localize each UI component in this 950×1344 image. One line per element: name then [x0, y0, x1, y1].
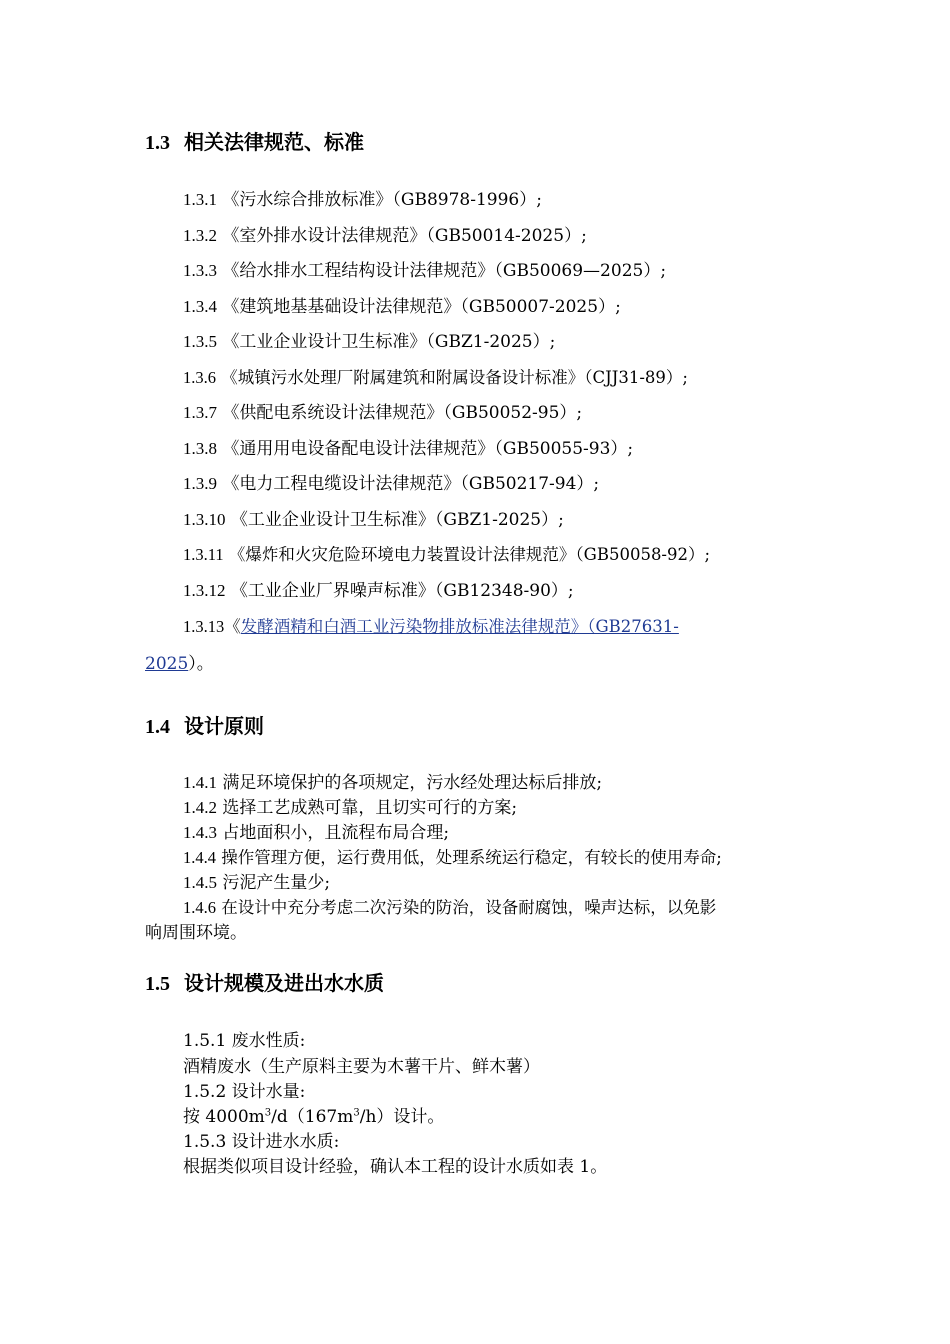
standard-item: 1.3.1 《污水综合排放标准》（GB8978-1996）;: [183, 190, 542, 210]
wastewater-nature-value: 酒精废水（生产原料主要为木薯干片、鲜木薯）: [183, 1057, 540, 1077]
section-number: 1.3: [145, 132, 170, 154]
section-heading-1-5: [145, 967, 384, 996]
standard-item: 1.3.9 《电力工程电缆设计法律规范》（GB50217-94）;: [183, 474, 600, 494]
standard-link-continuation[interactable]: 2025: [145, 654, 189, 674]
section-title: 相关法律规范、标准: [184, 130, 364, 154]
principle-item: 1.4.6 在设计中充分考虑二次污染的防治，设备耐腐蚀，噪声达标，以免影: [183, 898, 717, 917]
principle-item-continuation: 响周围环境。: [145, 923, 247, 943]
section-title: 设计原则: [184, 714, 264, 738]
standard-item: 1.3.11 《爆炸和火灾危险环境电力装置设计法律规范》（GB50058-92）;: [183, 545, 711, 564]
design-flow-label: 1.5.2 设计水量:: [183, 1082, 306, 1102]
principle-item: 1.4.3 占地面积小，且流程布局合理;: [183, 823, 450, 843]
section-heading-1-3: [145, 126, 364, 155]
section-number: 1.4: [145, 716, 170, 738]
standard-item: 1.3.3 《给水排水工程结构设计法律规范》（GB50069—2025）;: [183, 261, 667, 281]
section-title: 设计规模及进出水水质: [184, 971, 384, 995]
standard-item: 1.3.10 《工业企业设计卫生标准》（GBZ1-2025）;: [183, 510, 564, 530]
standard-item-continuation: 2025）。: [145, 654, 214, 674]
section-heading-1-4: [145, 710, 264, 739]
standard-item: 1.3.4 《建筑地基基础设计法律规范》（GB50007-2025）;: [183, 297, 621, 317]
standard-link[interactable]: 发酵酒精和白酒工业污染物排放标准法律规范》（GB27631-: [240, 617, 679, 636]
standard-item-linked: 1.3.13《发酵酒精和白酒工业污染物排放标准法律规范》（GB27631-: [183, 617, 679, 636]
standard-item: 1.3.5 《工业企业设计卫生标准》（GBZ1-2025）;: [183, 332, 556, 352]
principle-item: 1.4.5 污泥产生量少;: [183, 873, 331, 893]
standard-item: 1.3.7 《供配电系统设计法律规范》（GB50052-95）;: [183, 403, 583, 423]
section-number: 1.5: [145, 973, 170, 995]
standard-item: 1.3.6 《城镇污水处理厂附属建筑和附属设备设计标准》（CJJ31-89）;: [183, 368, 688, 387]
standard-item: 1.3.2 《室外排水设计法律规范》（GB50014-2025）;: [183, 226, 587, 246]
wastewater-nature-label: 1.5.1 废水性质:: [183, 1031, 306, 1051]
standard-item: 1.3.8 《通用用电设备配电设计法律规范》（GB50055-93）;: [183, 439, 634, 459]
principle-item: 1.4.2 选择工艺成熟可靠，且切实可行的方案;: [183, 798, 518, 818]
principle-item: 1.4.1 满足环境保护的各项规定，污水经处理达标后排放;: [183, 773, 603, 793]
standard-item: 1.3.12 《工业企业厂界噪声标准》（GB12348-90）;: [183, 581, 574, 601]
principle-item: 1.4.4 操作管理方便，运行费用低，处理系统运行稳定，有较长的使用寿命;: [183, 848, 722, 867]
influent-quality-value: 根据类似项目设计经验，确认本工程的设计水质如表 1。: [183, 1157, 608, 1177]
design-flow-value: 按 $4000m^3/d(167m^3/h)$设计。: [183, 1107, 445, 1127]
influent-quality-label: 1.5.3 设计进水水质:: [183, 1132, 340, 1152]
